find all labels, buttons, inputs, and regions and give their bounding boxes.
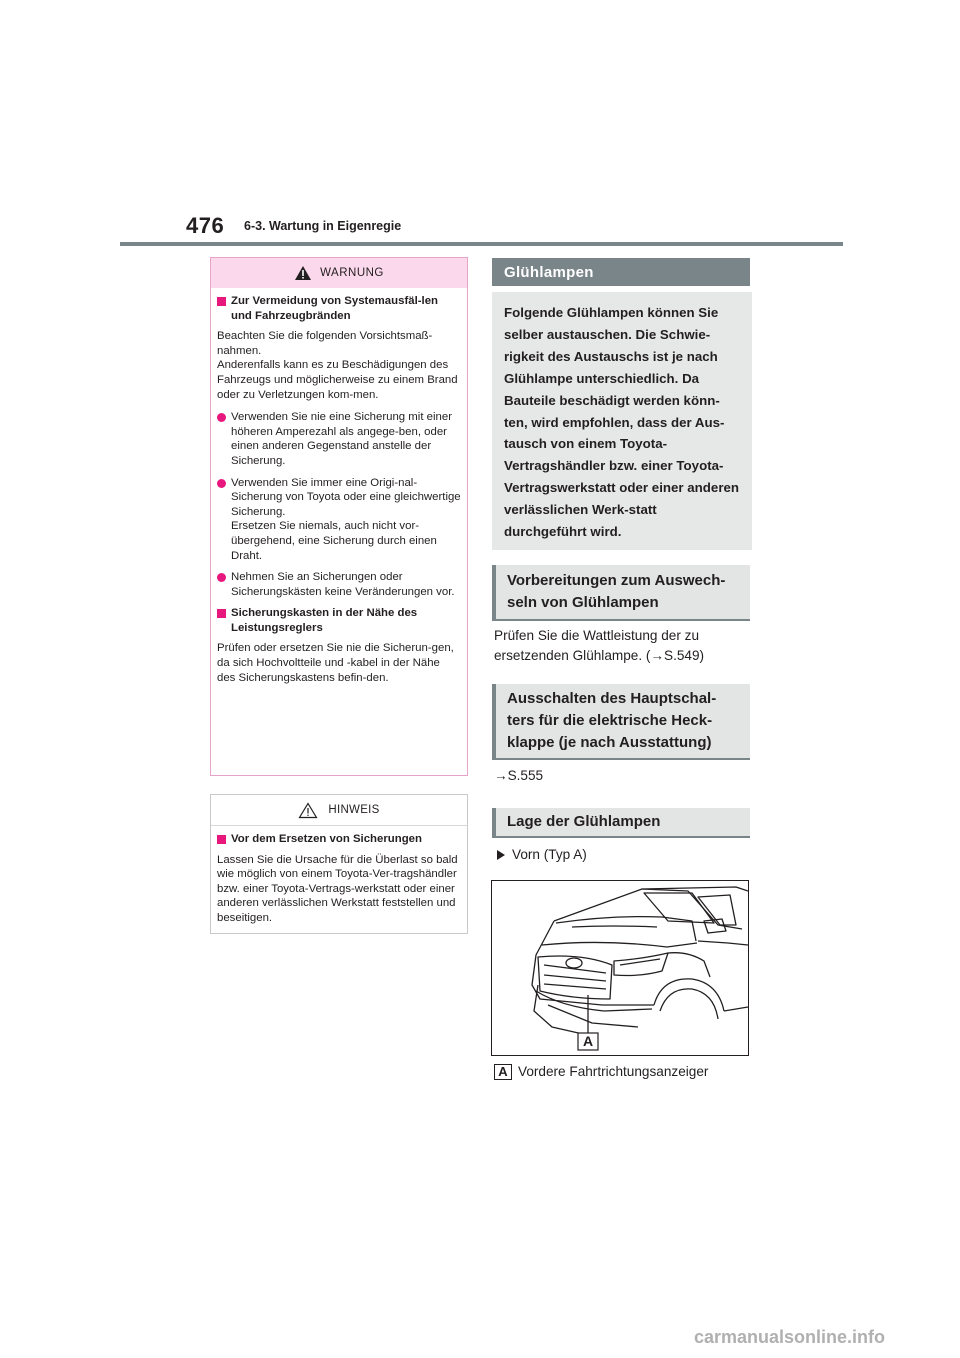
square-bullet-icon <box>217 297 226 306</box>
notice-title: HINWEIS <box>328 804 380 816</box>
subheading-preparation: Vorbereitungen zum Auswech-seln von Glühlampen <box>492 565 750 621</box>
warning-title: WARNUNG <box>320 267 384 279</box>
intro-paragraph: Folgende Glühlampen können Sie selber austauschen. Die Schwie-rigkeit des Austauschs ist je nach Glühlampe unterschiedlich. Da Bauteile beschädigt werden könn-ten, wird empfohlen, dass der Aus-tausch von einem Toyota-Vertragshändler bzw. einer Toyota-Vertragswerkstatt oder einer anderen verlässlichen Werk-statt durchgeführt wird. <box>492 292 752 550</box>
warning-box <box>210 257 468 776</box>
warning-triangle-icon <box>294 265 312 281</box>
car-illustration <box>491 880 749 1056</box>
watermark <box>690 1324 960 1354</box>
main-heading: Glühlampen <box>492 258 750 286</box>
warning-bullet-3: Nehmen Sie an Sicherungen oder Sicherungskästen keine Veränderungen vor. <box>217 570 461 599</box>
notice-heading: Vor dem Ersetzen von Sicherungen <box>217 832 461 847</box>
subheading-tailgate: Ausschalten des Hauptschal-ters für die elektrische Heck-klappe (je nach Ausstattung) <box>492 684 750 760</box>
notice-header <box>211 795 467 826</box>
legend-letter: A <box>494 1064 512 1080</box>
round-bullet-icon <box>217 413 226 422</box>
arrow-right-icon <box>496 849 506 861</box>
svg-text:carmanualsonline.info: carmanualsonline.info <box>694 1327 886 1347</box>
square-bullet-icon <box>217 609 226 618</box>
section-title: 6-3. Wartung in Eigenregie <box>244 219 402 233</box>
header-rule <box>120 242 843 246</box>
warning-bullet-1: Verwenden Sie nie eine Sicherung mit einer höheren Amperezahl als angege-ben, oder einen anderen Gegenstand anstelle der Sicherung. <box>217 410 461 468</box>
caution-triangle-icon <box>298 802 318 819</box>
warning-heading-1: Zur Vermeidung von Systemausfäl-len und Fahrzeugbränden <box>217 294 461 323</box>
subheading-bulb-location: Lage der Glühlampen <box>492 808 750 838</box>
warning-header <box>211 258 467 288</box>
page-number: 476 <box>186 213 225 238</box>
watermark-logo <box>690 1324 960 1350</box>
warning-paragraph: Beachten Sie die folgenden Vorsichtsmaß-nahmen. Anderenfalls kann es zu Beschädigungen des Fahrzeugs und möglicherweise zu einem Brand oder zu Verletzungen kom-men. <box>217 330 458 401</box>
car-front-drawing <box>492 881 748 1055</box>
warning-bullet-2: Verwenden Sie immer eine Origi-nal-Sicherung von Toyota oder eine gleichwertige Sicherung. Ersetzen Sie niemals, auch nicht vor-übergehend, eine Sicherung durch einen Draht. <box>217 476 461 564</box>
callout-letter: A <box>583 1033 594 1049</box>
tailgate-reference: →S.555 <box>494 768 544 783</box>
preparation-text: Prüfen Sie die Wattleistung der zu ersetzenden Glühlampe. (→S.549) <box>494 628 705 663</box>
warning-paragraph-2: Prüfen oder ersetzen Sie nie die Sicherun-gen, da sich Hochvoltteile und -kabel in der Nähe des Sicherungskastens befin-den. <box>217 642 454 684</box>
warning-heading-2: Sicherungskasten in der Nähe des Leistungsreglers <box>217 606 461 635</box>
front-type-label: Vorn (Typ A) <box>494 845 587 865</box>
notice-paragraph: Lassen Sie die Ursache für die Überlast so bald wie möglich von einem Toyota-Ver-tragshändler bzw. einer Toyota-Vertrags-werkstatt oder einer anderen verlässlichen Werkstatt feststellen und beseitigen. <box>217 853 458 924</box>
square-bullet-icon <box>217 835 226 844</box>
legend-row <box>494 1062 708 1082</box>
round-bullet-icon <box>217 479 226 488</box>
legend-text: Vordere Fahrtrichtungsanzeiger <box>518 1064 709 1079</box>
round-bullet-icon <box>217 573 226 582</box>
notice-box <box>210 794 468 934</box>
